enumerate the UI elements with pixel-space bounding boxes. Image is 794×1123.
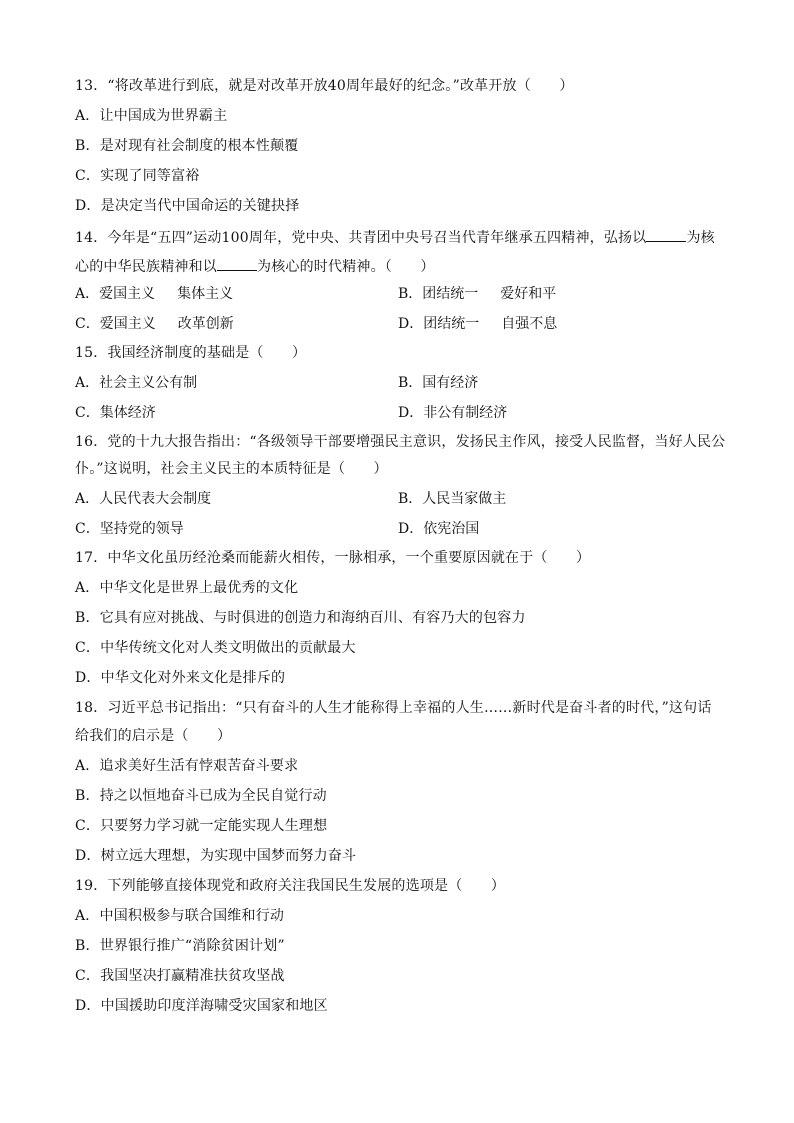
question-16-stem-line-2: 仆。”这说明，社会主义民主的本质特征是（ ） [75, 461, 388, 477]
question-19-stem: 19．下列能够直接体现党和政府关注我国民生发展的选项是（ ） [75, 878, 506, 894]
question-13-option-b: B．是对现有社会制度的根本性颠覆 [75, 138, 299, 154]
question-15-options-row-1 [75, 374, 715, 392]
question-15-option-b: B．国有经济 [398, 375, 479, 391]
question-14-stem-line-2 [75, 256, 435, 276]
question-16-options-row-1 [75, 490, 715, 508]
question-13-option-c: C．实现了同等富裕 [75, 168, 200, 184]
question-18-option-b: B．持之以恒地奋斗已成为全民自觉行动 [75, 788, 327, 804]
question-19-option-b: B．世界银行推广“消除贫困计划” [75, 938, 285, 954]
option-term-1: A．爱国主义 [75, 286, 156, 302]
answer-blank [646, 227, 686, 242]
question-16-option-d: D．依宪治国 [398, 521, 480, 537]
question-18-stem-line-2: 给我们的启示是（ ） [75, 728, 232, 744]
question-16-options-row-2 [75, 520, 715, 538]
question-14-option-c [75, 315, 234, 333]
question-13-option-d: D．是决定当代中国命运的关键抉择 [75, 198, 300, 214]
question-15-option-c: C．集体经济 [75, 405, 156, 421]
question-19-option-d: D．中国援助印度洋海啸受灾国家和地区 [75, 998, 328, 1014]
question-14-option-b [398, 285, 556, 303]
question-17-option-b: B．它具有应对挑战、与时俱进的创造力和海纳百川、有容乃大的包容力 [75, 610, 526, 626]
question-16-option-b: B．人民当家做主 [398, 491, 507, 507]
option-term-1: C．爱国主义 [75, 316, 156, 332]
question-13-option-a: A．让中国成为世界霸主 [75, 108, 228, 124]
option-term-2: 爱好和平 [500, 286, 557, 302]
question-13-stem: 13．“将改革进行到底，就是对改革开放40周年最好的纪念。”改革开放（ ） [75, 78, 574, 94]
question-15-stem: 15．我国经济制度的基础是（ ） [75, 345, 307, 361]
question-14-stem-line-1 [75, 227, 715, 247]
question-17-option-a: A．中华文化是世界上最优秀的文化 [75, 580, 299, 596]
question-16-option-c: C．坚持党的领导 [75, 521, 184, 537]
question-18-option-c: C．只要努力学习就一定能实现人生理想 [75, 818, 328, 834]
question-19-option-a: A．中国积极参与联合国维和行动 [75, 908, 285, 924]
question-15-option-d: D．非公有制经济 [398, 405, 508, 421]
question-14-option-d [398, 315, 557, 333]
question-15-option-a: A．社会主义公有制 [75, 375, 198, 391]
question-15-options-row-2 [75, 404, 715, 422]
option-term-2: 集体主义 [177, 286, 234, 302]
option-term-1: D．团结统一 [398, 316, 480, 332]
question-14-stem-text-1: 14．今年是“五四”运动100周年，党中央、共青团中央号召当代青年继承五四精神，弘扬以 [75, 230, 647, 246]
question-14-options-row-2 [75, 315, 715, 333]
option-term-2: 改革创新 [177, 316, 234, 332]
question-16-stem-line-1: 16．党的十九大报告指出：“各级领导干部要增强民主意识，发扬民主作风，接受人民监督，当好人民公 [75, 434, 726, 450]
answer-blank [217, 256, 257, 271]
question-18-option-d: D．树立远大理想，为实现中国梦而努力奋斗 [75, 848, 357, 864]
question-17-option-d: D．中华文化对外来文化是排斥的 [75, 670, 286, 686]
question-17-stem: 17．中华文化虽历经沧桑而能薪火相传，一脉相承，一个重要原因就在于（ ） [75, 550, 591, 566]
question-17-option-c: C．中华传统文化对人类文明做出的贡献最大 [75, 640, 356, 656]
question-14-stem-text-4: 为核心的时代精神。（ ） [257, 259, 435, 275]
question-18-option-a: A．追求美好生活有悖艰苦奋斗要求 [75, 758, 299, 774]
question-14-options-row-1 [75, 285, 715, 303]
question-19-option-c: C．我国坚决打赢精准扶贫攻坚战 [75, 968, 285, 984]
option-term-1: B．团结统一 [398, 286, 479, 302]
question-16-option-a: A．人民代表大会制度 [75, 491, 212, 507]
question-18-stem-line-1: 18．习近平总书记指出：“只有奋斗的人生才能称得上幸福的人生……新时代是奋斗者的时代，”这句话 [75, 700, 712, 716]
option-term-2: 自强不息 [501, 316, 558, 332]
question-14-stem-text-2: 为核 [686, 230, 715, 246]
question-14-stem-text-3: 心的中华民族精神和以 [75, 259, 217, 275]
question-14-option-a [75, 285, 233, 303]
